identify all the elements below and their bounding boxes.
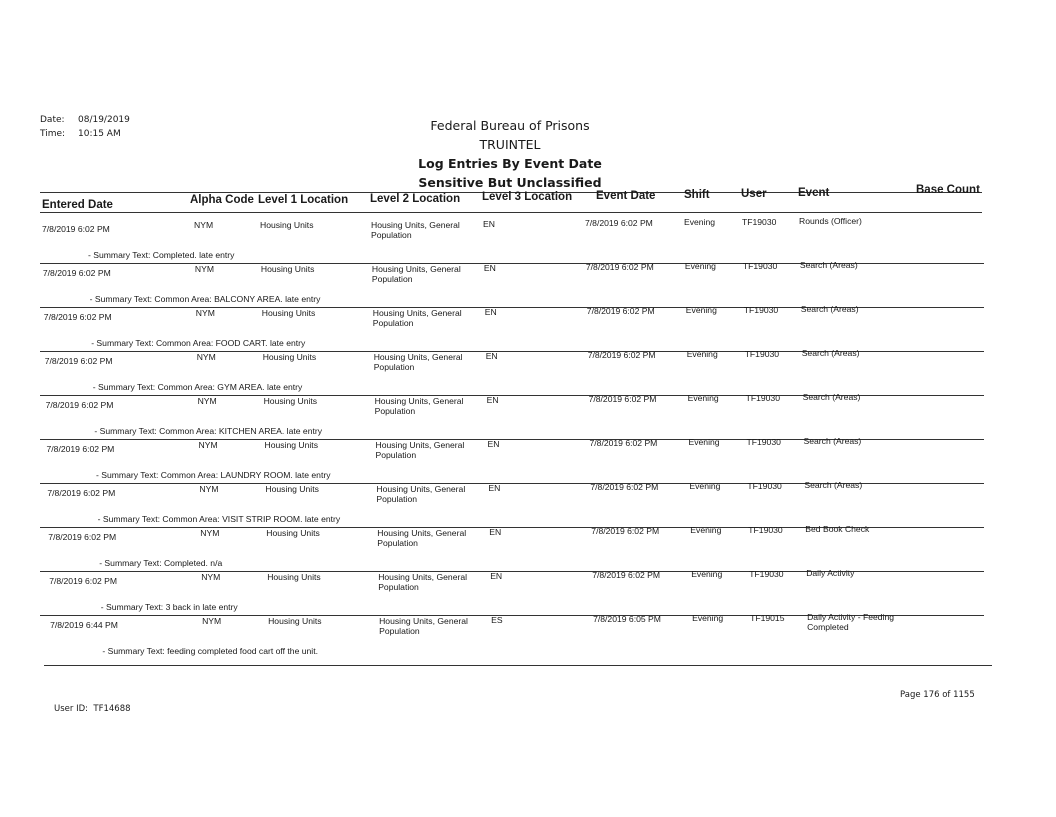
user-cell: TF19030 bbox=[743, 305, 779, 315]
level1-cell: Housing Units bbox=[268, 616, 322, 626]
level3-cell: EN bbox=[487, 439, 500, 449]
level3-cell: EN bbox=[483, 263, 496, 273]
col-alpha-code: Alpha Code bbox=[190, 194, 254, 206]
alpha-code-cell: NYM bbox=[197, 396, 217, 406]
event-date-cell: 7/8/2019 6:02 PM bbox=[585, 218, 653, 228]
level2-cell: Housing Units, General Population bbox=[374, 396, 464, 416]
entered-date-cell: 7/8/2019 6:02 PM bbox=[47, 488, 116, 498]
shift-cell: Evening bbox=[684, 217, 716, 227]
level2-cell: Housing Units, General Population bbox=[375, 440, 465, 460]
alpha-code-cell: NYM bbox=[194, 220, 214, 230]
level3-cell: EN bbox=[485, 351, 498, 361]
event-cell: Search (Areas) bbox=[801, 348, 860, 358]
entered-date-cell: 7/8/2019 6:02 PM bbox=[46, 444, 115, 454]
user-id-value: TF14688 bbox=[93, 704, 131, 714]
entered-date-cell: 7/8/2019 6:02 PM bbox=[45, 400, 114, 410]
level1-cell: Housing Units bbox=[260, 264, 315, 274]
summary-text: - Summary Text: Common Area: FOOD CART. late entry bbox=[91, 338, 306, 348]
col-level3: Level 3 Location bbox=[482, 191, 573, 203]
event-date-cell: 7/8/2019 6:02 PM bbox=[588, 394, 657, 404]
user-cell: TF19030 bbox=[744, 349, 780, 359]
level3-cell: EN bbox=[490, 571, 503, 581]
shift-cell: Evening bbox=[691, 569, 723, 579]
shift-cell: Evening bbox=[688, 437, 720, 447]
event-date-cell: 7/8/2019 6:05 PM bbox=[593, 614, 661, 624]
event-date-cell: 7/8/2019 6:02 PM bbox=[587, 350, 656, 360]
alpha-code-cell: NYM bbox=[194, 264, 214, 274]
user-id-label: User ID: bbox=[54, 704, 88, 714]
col-event: Event bbox=[798, 187, 830, 199]
summary-text: - Summary Text: Common Area: VISIT STRIP ROOM. late entry bbox=[97, 514, 341, 524]
event-date-cell: 7/8/2019 6:02 PM bbox=[589, 438, 658, 448]
user-cell: TF19030 bbox=[746, 437, 781, 447]
table-end-rule bbox=[44, 665, 992, 666]
report-time bbox=[40, 129, 121, 139]
report-title: Log Entries By Event Date bbox=[418, 156, 602, 171]
level3-cell: ES bbox=[491, 615, 503, 625]
level2-cell: Housing Units, General Population bbox=[373, 352, 463, 372]
event-date-cell: 7/8/2019 6:02 PM bbox=[590, 482, 659, 492]
event-cell: Search (Areas) bbox=[804, 480, 863, 490]
level2-cell: Housing Units, General Population bbox=[372, 308, 462, 328]
event-cell: Bed Book Check bbox=[805, 524, 870, 534]
entered-date-cell: 7/8/2019 6:02 PM bbox=[43, 312, 112, 322]
entered-date-cell: 7/8/2019 6:02 PM bbox=[42, 224, 110, 234]
event-cell: Search (Areas) bbox=[802, 392, 861, 402]
level1-cell: Housing Units bbox=[263, 396, 318, 406]
level3-cell: EN bbox=[486, 395, 499, 405]
shift-cell: Evening bbox=[684, 261, 716, 271]
time-label: Time: bbox=[40, 129, 66, 139]
shift-cell: Evening bbox=[686, 349, 718, 359]
summary-text: - Summary Text: Common Area: BALCONY AREA. late entry bbox=[89, 294, 321, 304]
level2-cell: Housing Units, General Population bbox=[376, 484, 466, 504]
event-date-cell: 7/8/2019 6:02 PM bbox=[585, 262, 654, 272]
level3-cell: EN bbox=[484, 307, 497, 317]
header-bottom-rule bbox=[40, 212, 982, 213]
level1-cell: Housing Units bbox=[260, 220, 314, 230]
date-label: Date: bbox=[40, 115, 65, 125]
summary-text: - Summary Text: Completed. n/a bbox=[99, 558, 223, 568]
time-value: 10:15 AM bbox=[78, 129, 121, 139]
col-entered-date: Entered Date bbox=[42, 199, 113, 211]
user-cell: TF19030 bbox=[747, 481, 782, 491]
user-cell: TF19030 bbox=[745, 393, 780, 403]
entered-date-cell: 7/8/2019 6:02 PM bbox=[49, 576, 118, 586]
system-title: TRUINTEL bbox=[479, 137, 541, 152]
event-date-cell: 7/8/2019 6:02 PM bbox=[586, 306, 655, 316]
level2-cell: Housing Units, General Population bbox=[371, 264, 461, 284]
level1-cell: Housing Units bbox=[267, 572, 321, 582]
user-cell: TF19030 bbox=[749, 569, 784, 579]
alpha-code-cell: NYM bbox=[198, 440, 218, 450]
level3-cell: EN bbox=[488, 483, 501, 493]
user-cell: TF19015 bbox=[750, 613, 785, 623]
event-date-cell: 7/8/2019 6:02 PM bbox=[592, 570, 661, 580]
date-value: 08/19/2019 bbox=[78, 115, 130, 125]
shift-cell: Evening bbox=[690, 525, 722, 535]
alpha-code-cell: NYM bbox=[200, 528, 220, 538]
summary-text: - Summary Text: Completed. late entry bbox=[88, 250, 235, 260]
level3-cell: EN bbox=[483, 219, 495, 229]
event-cell: Search (Areas) bbox=[800, 304, 859, 314]
level1-cell: Housing Units bbox=[261, 308, 316, 318]
classification-title: Sensitive But Unclassified bbox=[418, 175, 602, 190]
col-user: User bbox=[741, 188, 767, 200]
report-title-block bbox=[380, 116, 640, 192]
event-cell: Rounds (Officer) bbox=[799, 216, 862, 226]
user-cell: TF19030 bbox=[742, 217, 777, 227]
col-level1: Level 1 Location bbox=[258, 194, 349, 206]
col-base-count: Base Count bbox=[916, 184, 980, 196]
alpha-code-cell: NYM bbox=[202, 616, 222, 626]
alpha-code-cell: NYM bbox=[201, 572, 221, 582]
shift-cell: Evening bbox=[685, 305, 717, 315]
shift-cell: Evening bbox=[689, 481, 721, 491]
level2-cell: Housing Units, General Population bbox=[377, 528, 467, 548]
alpha-code-cell: NYM bbox=[196, 352, 216, 362]
level2-cell: Housing Units, General Population bbox=[378, 572, 468, 592]
footer-user-id bbox=[54, 704, 131, 714]
col-event-date: Event Date bbox=[596, 190, 656, 202]
shift-cell: Evening bbox=[692, 613, 724, 623]
event-cell: Daily Activity - Feeding Completed bbox=[807, 612, 895, 632]
shift-cell: Evening bbox=[687, 393, 719, 403]
user-cell: TF19030 bbox=[748, 525, 783, 535]
alpha-code-cell: NYM bbox=[199, 484, 219, 494]
event-date-cell: 7/8/2019 6:02 PM bbox=[591, 526, 660, 536]
level1-cell: Housing Units bbox=[264, 440, 318, 450]
level2-cell: Housing Units, General Population bbox=[379, 616, 468, 636]
alpha-code-cell: NYM bbox=[195, 308, 215, 318]
summary-text: - Summary Text: Common Area: GYM AREA. late entry bbox=[92, 382, 303, 392]
event-cell: Daily Activity bbox=[806, 568, 855, 578]
level1-cell: Housing Units bbox=[262, 352, 317, 362]
page-number: Page 176 of 1155 bbox=[900, 690, 975, 700]
entered-date-cell: 7/8/2019 6:02 PM bbox=[42, 268, 111, 278]
summary-text: - Summary Text: Common Area: KITCHEN AREA. late entry bbox=[94, 426, 323, 436]
summary-text: - Summary Text: 3 back in late entry bbox=[100, 602, 238, 612]
col-level2: Level 2 Location bbox=[370, 193, 461, 205]
org-title: Federal Bureau of Prisons bbox=[430, 118, 590, 133]
event-cell: Search (Areas) bbox=[803, 436, 862, 446]
event-cell: Search (Areas) bbox=[799, 260, 858, 270]
col-shift: Shift bbox=[684, 189, 710, 201]
user-cell: TF19030 bbox=[742, 261, 778, 271]
summary-text: - Summary Text: feeding completed food cart off the unit. bbox=[102, 646, 318, 656]
entered-date-cell: 7/8/2019 6:02 PM bbox=[44, 356, 113, 366]
level3-cell: EN bbox=[489, 527, 502, 537]
report-date bbox=[40, 115, 130, 125]
entered-date-cell: 7/8/2019 6:02 PM bbox=[48, 532, 117, 542]
level2-cell: Housing Units, General Population bbox=[371, 220, 460, 240]
level1-cell: Housing Units bbox=[265, 484, 319, 494]
level1-cell: Housing Units bbox=[266, 528, 320, 538]
summary-text: - Summary Text: Common Area: LAUNDRY ROOM. late entry bbox=[96, 470, 331, 480]
entered-date-cell: 7/8/2019 6:44 PM bbox=[50, 620, 118, 630]
